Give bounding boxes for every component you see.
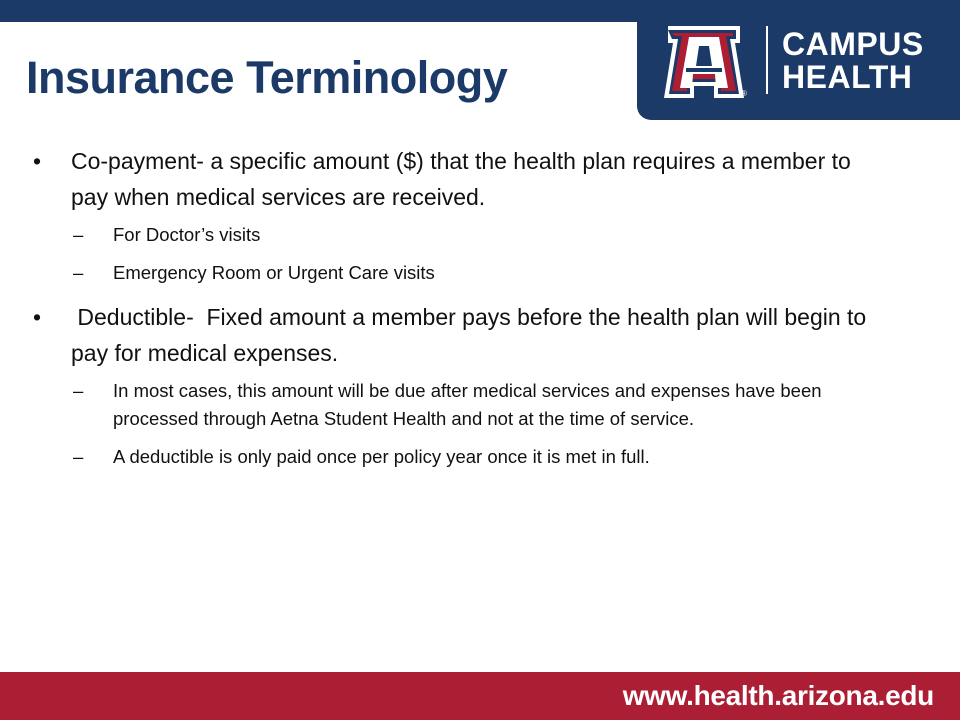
deductible-sub-list	[30, 377, 890, 471]
sub-marker: –	[73, 262, 84, 283]
logo-line-2: HEALTH	[782, 59, 913, 95]
sub-marker: –	[73, 380, 84, 401]
sub-text: Emergency Room or Urgent Care visits	[113, 262, 435, 283]
registered-mark: ®	[741, 89, 747, 98]
bullet-text: Deductible- Fixed amount a member pays before the health plan will begin to pay for medical expenses.	[71, 304, 873, 366]
university-a-logo-icon	[664, 22, 747, 98]
logo-panel	[637, 0, 960, 120]
logo-wordmark	[782, 28, 924, 94]
sub-item-once-per-year	[30, 443, 890, 471]
sub-text: In most cases, this amount will be due after medical services and expenses have been processed through Aetna Student Health and not at the time of service.	[113, 380, 822, 429]
copayment-sub-list	[30, 221, 890, 287]
sub-item-doctor-visits	[30, 221, 890, 249]
bullet-text: Co-payment- a specific amount ($) that the health plan requires a member to pay when medical services are received.	[71, 148, 851, 210]
bullet-deductible	[30, 299, 890, 371]
footer-url[interactable]: www.health.arizona.edu	[622, 680, 934, 711]
sub-item-er-urgent-care	[30, 259, 890, 287]
bullet-copayment	[30, 143, 890, 215]
logo-divider	[766, 26, 768, 94]
logo-line-1: CAMPUS	[782, 26, 924, 62]
bullet-marker: •	[33, 148, 42, 174]
footer-bar	[0, 672, 960, 720]
sub-item-processing	[30, 377, 890, 433]
page-title: Insurance Terminology	[26, 52, 508, 103]
sub-marker: –	[73, 446, 84, 467]
sub-marker: –	[73, 224, 84, 245]
bullet-marker: •	[33, 304, 42, 330]
sub-text: For Doctor’s visits	[113, 224, 261, 245]
sub-text: A deductible is only paid once per policy year once it is met in full.	[113, 446, 650, 467]
slide-content	[30, 143, 890, 483]
